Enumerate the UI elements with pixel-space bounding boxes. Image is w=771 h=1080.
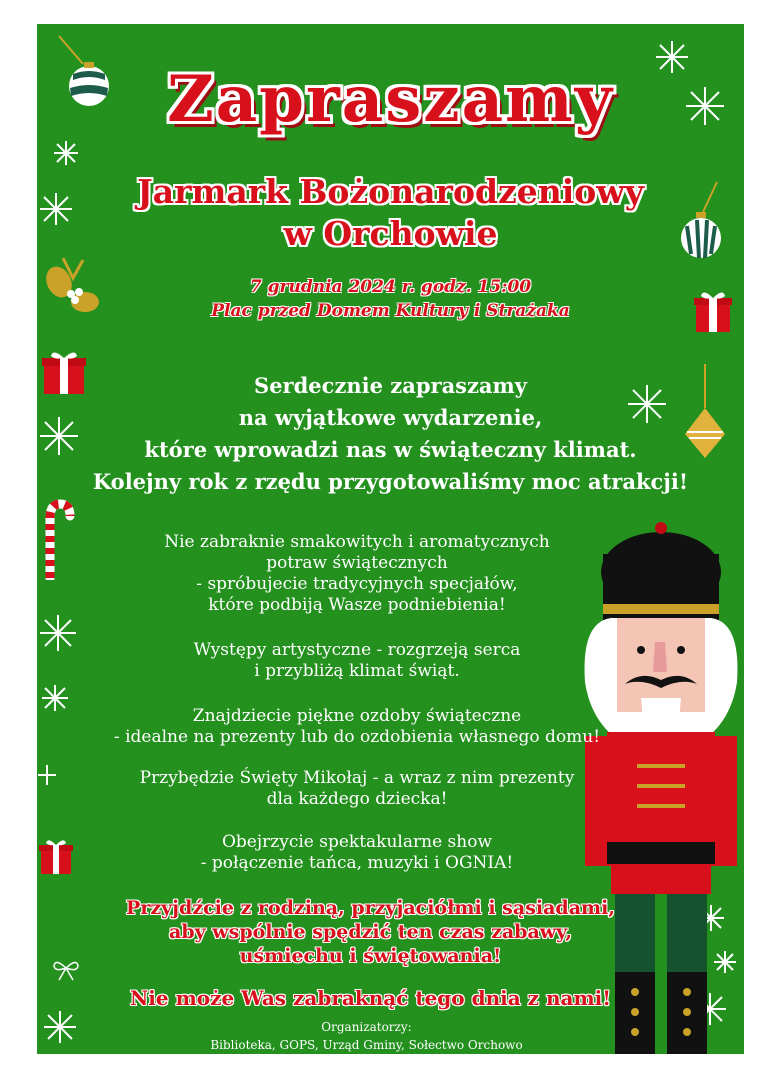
invitation-line: aby wspólnie spędzić ten czas zabawy, xyxy=(169,921,572,943)
attraction-line: dla każdego dziecka! xyxy=(266,789,448,809)
invitation-line: Przyjdźcie z rodziną, przyjaciółmi i sąsiadami, xyxy=(126,897,615,919)
invitation-text xyxy=(37,896,724,968)
attraction-line: - połączenie tańca, muzyki i OGNIA! xyxy=(200,853,514,873)
attraction-performances xyxy=(57,640,657,682)
attraction-line: Nie zabraknie smakowitych i aromatycznych xyxy=(164,532,550,552)
intro-line: które wprowadzi nas w świąteczny klimat. xyxy=(144,437,637,462)
attraction-line: które podbiją Wasze podniebienia! xyxy=(208,595,506,615)
attraction-decorations xyxy=(57,706,657,748)
snowflake-icon xyxy=(53,140,79,166)
attraction-santa xyxy=(57,768,657,810)
event-date-time: 7 grudnia 2024 r. godz. 15:00 xyxy=(249,277,532,297)
attraction-line: potraw świątecznych xyxy=(266,553,448,573)
intro-line: Kolejny rok z rzędu przygotowaliśmy moc atrakcji! xyxy=(92,469,689,494)
organizers-names: Biblioteka, GOPS, Urząd Gminy, Sołectwo Orchowo xyxy=(210,1038,523,1052)
event-name-line1: Jarmark Bożonarodzeniowy xyxy=(137,172,644,211)
attraction-line: i przybliżą klimat świąt. xyxy=(254,661,460,681)
intro-text xyxy=(37,370,744,498)
attraction-line: Występy artystyczne - rozgrzeją serca xyxy=(193,640,521,660)
event-place: Plac przed Domem Kultury i Strażaka xyxy=(211,301,570,321)
attraction-line: Przybędzie Święty Mikołaj - a wraz z nim prezenty xyxy=(139,768,575,788)
intro-line: Serdecznie zapraszamy xyxy=(254,373,527,398)
attraction-line: - spróbujecie tradycyjnych specjałów, xyxy=(196,574,518,594)
event-name-line2: w Orchowie xyxy=(283,214,498,253)
poster xyxy=(37,24,744,1054)
intro-line: na wyjątkowe wydarzenie, xyxy=(238,405,543,430)
attraction-show xyxy=(57,832,657,874)
attraction-line: - idealne na prezenty lub do ozdobienia własnego domu! xyxy=(113,727,601,747)
attraction-line: Znajdziecie piękne ozdoby świąteczne xyxy=(192,706,522,726)
attraction-line: Obejrzycie spektakularne show xyxy=(221,832,493,852)
attraction-food xyxy=(57,532,657,616)
snowflake-icon xyxy=(37,764,57,786)
page-title: Zapraszamy xyxy=(167,62,614,137)
closing-line: Nie może Was zabraknąć tego dnia z nami! xyxy=(130,986,611,1010)
organizers-label: Organizatorzy: xyxy=(321,1020,412,1034)
invitation-line: uśmiechu i świętowania! xyxy=(239,945,502,967)
